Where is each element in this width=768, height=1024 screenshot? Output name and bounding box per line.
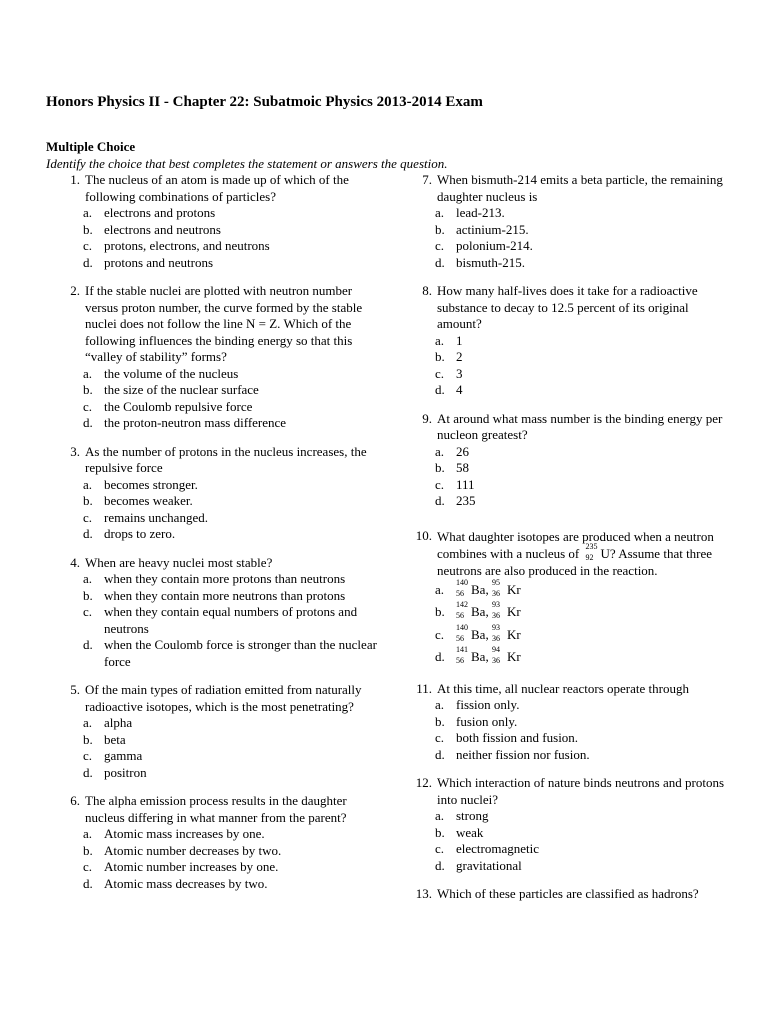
choice-letter: d. — [83, 415, 93, 430]
choice-text: when they contain more protons than neutrons — [104, 571, 346, 586]
choice-letter: b. — [83, 842, 93, 858]
choice-a — [398, 333, 733, 350]
choice-text: bismuth-215. — [456, 254, 525, 270]
choice-text: 140 56 Ba, 93 36 Kr — [456, 622, 521, 643]
mass-number: 95 — [491, 577, 500, 587]
mass-number: 141 — [456, 645, 468, 654]
choice-letter: d. — [435, 649, 445, 664]
mass-number: 140 — [456, 577, 468, 587]
question-10 — [398, 528, 733, 669]
question-text: Of the main types of radiation emitted from naturally radioactive isotopes, which is the most penetrating? — [85, 682, 362, 714]
choice-text: when they contain more neutrons than protons — [104, 587, 346, 603]
choice-d — [398, 255, 733, 272]
element-symbol: Ba — [471, 581, 486, 597]
question-number: 8. — [422, 283, 432, 298]
choice-text: fusion only. — [456, 713, 518, 729]
choice-d — [398, 493, 733, 510]
choice-d — [398, 747, 733, 764]
question-text: When bismuth-214 emits a beta particle, the remaining daughter nucleus is — [437, 172, 723, 204]
choice-text: 26 — [456, 443, 469, 459]
krypton-nuclide — [491, 645, 521, 665]
choice-d — [46, 765, 380, 782]
choice-letter: c. — [435, 476, 445, 492]
atomic-number: 36 — [491, 588, 500, 598]
choice-d — [398, 382, 733, 399]
choice-text: weak — [456, 824, 484, 840]
choice-b — [398, 349, 733, 366]
question-12 — [398, 775, 733, 874]
choice-text: lead-213. — [456, 205, 505, 220]
choice-letter: c. — [83, 859, 93, 874]
question-text: At this time, all nuclear reactors operate through — [437, 680, 689, 696]
choice-text: protons, electrons, and neutrons — [104, 238, 270, 253]
choice-text: electrons and neutrons — [104, 221, 221, 237]
mass-number: 93 — [491, 600, 500, 609]
choice-letter: b. — [83, 221, 93, 237]
choice-text: 58 — [456, 460, 469, 475]
choice-d — [398, 646, 733, 669]
choice-letter: a. — [83, 715, 93, 730]
choice-text: positron — [104, 764, 147, 780]
choice-letter: c. — [83, 398, 93, 414]
question-9 — [398, 411, 733, 510]
choice-c — [46, 859, 380, 876]
question-1 — [46, 172, 380, 271]
choice-text: the volume of the nucleus — [104, 365, 239, 381]
choice-c — [46, 238, 380, 255]
choice-letter: c. — [435, 238, 445, 253]
choice-letter: d. — [83, 764, 93, 780]
choice-letter: a. — [83, 571, 93, 586]
choice-text: drops to zero. — [104, 526, 176, 541]
choice-text: 2 — [456, 349, 463, 364]
choice-b — [398, 825, 733, 842]
mass-number: 93 — [491, 622, 500, 632]
choice-letter: b. — [435, 460, 445, 475]
choice-d — [46, 876, 380, 893]
choice-c — [46, 399, 380, 416]
choice-b — [46, 843, 380, 860]
choice-a — [46, 366, 380, 383]
element-symbol: Ba — [471, 626, 486, 642]
question-number: 6. — [70, 793, 80, 808]
barium-nuclide — [456, 600, 486, 620]
mass-number: 140 — [456, 622, 468, 632]
choice-text: alpha — [104, 715, 133, 730]
question-number: 4. — [70, 554, 80, 570]
choice-letter: c. — [435, 841, 445, 856]
element-symbol: Kr — [506, 581, 521, 597]
section-heading: Multiple Choice — [46, 139, 136, 154]
choice-c — [398, 477, 733, 494]
choice-a — [46, 477, 380, 494]
choice-c — [398, 730, 733, 747]
question-number: 7. — [422, 172, 432, 187]
choice-letter: d. — [83, 526, 93, 541]
choice-c — [46, 604, 380, 637]
atomic-number: 56 — [456, 633, 464, 643]
question-number: 5. — [70, 682, 80, 697]
question-text-after: ? Assume that three neutrons are also produced in the reaction. — [437, 545, 713, 578]
atomic-number: 36 — [491, 656, 500, 665]
choice-d — [398, 858, 733, 875]
choice-text: when they contain equal numbers of protons and neutrons — [104, 604, 358, 636]
question-11 — [398, 681, 733, 764]
choice-d — [46, 637, 380, 670]
choice-text: 3 — [456, 365, 463, 381]
question-13 — [398, 886, 733, 903]
choice-a — [46, 715, 380, 732]
question-number: 3. — [70, 443, 80, 459]
choice-letter: a. — [83, 365, 93, 381]
choice-b — [46, 222, 380, 239]
choice-text: neither fission nor fusion. — [456, 746, 590, 762]
choice-text: gamma — [104, 748, 143, 763]
barium-nuclide — [456, 577, 486, 598]
choice-text: fission only. — [456, 697, 520, 712]
choice-text: beta — [104, 731, 126, 747]
choice-letter: a. — [435, 205, 445, 220]
question-number: 13. — [415, 886, 432, 901]
krypton-nuclide — [491, 600, 521, 620]
left-column — [46, 172, 380, 904]
question-6 — [46, 793, 380, 892]
choice-text: protons and neutrons — [104, 254, 214, 270]
choice-text: both fission and fusion. — [456, 730, 579, 745]
choice-b — [398, 601, 733, 624]
atomic-number: 36 — [491, 611, 500, 620]
exam-title: Honors Physics II - Chapter 22: Subatmoic Physics 2013-2014 Exam — [46, 94, 483, 110]
question-text-before: What daughter isotopes are produced when a neutron combines with a nucleus of — [437, 528, 714, 561]
choice-b — [46, 493, 380, 510]
choice-a — [46, 571, 380, 588]
instructions: Identify the choice that best completes the statement or answers the question. — [46, 156, 448, 171]
mass-number: 235 — [585, 541, 598, 551]
choice-letter: d. — [435, 857, 445, 873]
choice-letter: d. — [435, 254, 445, 270]
atomic-number: 92 — [585, 552, 594, 562]
choice-text: 1 — [456, 332, 463, 348]
question-number: 11. — [416, 680, 432, 696]
krypton-nuclide — [491, 577, 521, 598]
choice-letter: a. — [435, 808, 445, 823]
choice-letter: b. — [435, 604, 445, 619]
question-number: 10. — [415, 527, 432, 543]
choice-letter: a. — [435, 332, 445, 348]
choice-text: Atomic number increases by one. — [104, 859, 279, 874]
element-symbol: Kr — [506, 649, 521, 664]
choice-a — [398, 579, 733, 602]
choice-a — [46, 826, 380, 843]
choice-a — [46, 205, 380, 222]
choice-text: actinium-215. — [456, 221, 529, 237]
choice-text: remains unchanged. — [104, 509, 208, 525]
question-text: At around what mass number is the binding energy per nucleon greatest? — [437, 410, 723, 442]
right-column — [398, 172, 733, 915]
choice-letter: b. — [83, 493, 93, 508]
question-text: Which of these particles are classified as hadrons? — [437, 886, 699, 901]
choice-letter: d. — [435, 493, 445, 508]
element-symbol: Ba — [471, 649, 486, 664]
choice-text: when the Coulomb force is stronger than the nuclear force — [104, 637, 377, 669]
question-text: When are heavy nuclei most stable? — [85, 554, 273, 570]
choice-text: electromagnetic — [456, 841, 540, 856]
atomic-number: 36 — [491, 633, 500, 643]
choice-letter: b. — [435, 824, 445, 840]
choice-letter: d. — [83, 637, 93, 652]
barium-nuclide — [456, 645, 486, 665]
choice-text: 111 — [456, 476, 475, 492]
choice-b — [398, 714, 733, 731]
choice-d — [46, 526, 380, 543]
choice-letter: c. — [83, 604, 93, 619]
choice-letter: c. — [435, 730, 445, 745]
question-3 — [46, 444, 380, 543]
choice-text: 141 56 Ba, 94 36 Kr — [456, 645, 521, 665]
choice-letter: d. — [435, 382, 445, 397]
choice-c — [398, 841, 733, 858]
element-symbol: U — [600, 545, 610, 561]
element-symbol: Kr — [506, 604, 521, 619]
question-5 — [46, 682, 380, 781]
choice-c — [46, 748, 380, 765]
choice-a — [398, 808, 733, 825]
choice-a — [398, 697, 733, 714]
choice-c — [398, 238, 733, 255]
question-text: The nucleus of an atom is made up of which of the following combinations of particles? — [85, 172, 349, 204]
choice-text: electrons and protons — [104, 205, 216, 220]
choice-letter: d. — [83, 875, 93, 891]
element-symbol: Ba — [471, 604, 486, 619]
atomic-number: 56 — [456, 656, 464, 665]
uranium-nuclide — [585, 541, 610, 562]
choice-letter: a. — [83, 205, 93, 220]
choice-b — [46, 382, 380, 399]
choice-b — [398, 222, 733, 239]
choice-letter: b. — [435, 221, 445, 237]
question-4 — [46, 555, 380, 671]
choice-b — [46, 588, 380, 605]
barium-nuclide — [456, 622, 486, 643]
question-8 — [398, 283, 733, 399]
choice-letter: c. — [435, 365, 445, 381]
choice-letter: c. — [83, 748, 93, 763]
choice-text: becomes stronger. — [104, 476, 198, 492]
choice-letter: a. — [435, 581, 445, 597]
question-7 — [398, 172, 733, 271]
choice-text: the Coulomb repulsive force — [104, 398, 253, 414]
choice-text: strong — [456, 808, 489, 823]
element-symbol: Kr — [506, 626, 521, 642]
choice-letter: d. — [435, 746, 445, 762]
choice-letter: a. — [83, 826, 93, 841]
choice-letter: b. — [435, 713, 445, 729]
choice-text: the size of the nuclear surface — [104, 382, 259, 397]
choice-b — [46, 732, 380, 749]
choice-text: Atomic mass decreases by two. — [104, 875, 268, 891]
choice-text: Atomic mass increases by one. — [104, 826, 265, 841]
choice-d — [46, 415, 380, 432]
choice-text: 235 — [456, 493, 476, 508]
krypton-nuclide — [491, 622, 521, 643]
choice-text: polonium-214. — [456, 238, 533, 253]
question-2 — [46, 283, 380, 432]
question-number: 9. — [422, 410, 432, 426]
choice-letter: b. — [83, 731, 93, 747]
choice-c — [398, 366, 733, 383]
question-text: Which interaction of nature binds neutrons and protons into nuclei? — [437, 775, 725, 807]
choice-letter: b. — [83, 587, 93, 603]
question-number: 12. — [415, 775, 432, 790]
choice-letter: b. — [83, 382, 93, 397]
question-text: As the number of protons in the nucleus increases, the repulsive force — [85, 443, 367, 475]
choice-a — [398, 444, 733, 461]
choice-text: the proton-neutron mass difference — [104, 415, 287, 430]
choice-letter: c. — [83, 509, 93, 525]
choice-text: 4 — [456, 382, 463, 397]
choice-letter: c. — [83, 238, 93, 253]
choice-text: becomes weaker. — [104, 493, 193, 508]
question-text: How many half-lives does it take for a radioactive substance to decay to 12.5 percent of its original amount? — [437, 283, 698, 331]
choice-b — [398, 460, 733, 477]
question-number: 1. — [70, 172, 80, 187]
choice-letter: c. — [435, 626, 445, 642]
question-text: If the stable nuclei are plotted with neutron number versus proton number, the curve formed by the stable nuclei does not follow the line N = Z. Which of the following influences the binding energy so that this “valley of stability” forms? — [85, 283, 363, 364]
choice-letter: a. — [435, 697, 445, 712]
question-number: 2. — [70, 283, 80, 298]
choice-a — [398, 205, 733, 222]
choice-c — [46, 510, 380, 527]
choice-text: Atomic number decreases by two. — [104, 842, 282, 858]
choice-letter: d. — [83, 254, 93, 270]
choice-c — [398, 624, 733, 647]
choice-letter: a. — [83, 476, 93, 492]
atomic-number: 56 — [456, 611, 464, 620]
choice-text: 142 56 Ba, 93 36 Kr — [456, 600, 521, 620]
question-text: The alpha emission process results in the daughter nucleus differing in what manner from the parent? — [85, 793, 347, 825]
mass-number: 142 — [456, 600, 468, 609]
mass-number: 94 — [491, 645, 500, 654]
atomic-number: 56 — [456, 588, 464, 598]
choice-letter: a. — [435, 443, 445, 459]
choice-text: gravitational — [456, 857, 522, 873]
choice-text: 140 56 Ba, 95 36 Kr — [456, 577, 521, 598]
choice-letter: b. — [435, 349, 445, 364]
question-text — [437, 528, 733, 579]
choice-d — [46, 255, 380, 272]
